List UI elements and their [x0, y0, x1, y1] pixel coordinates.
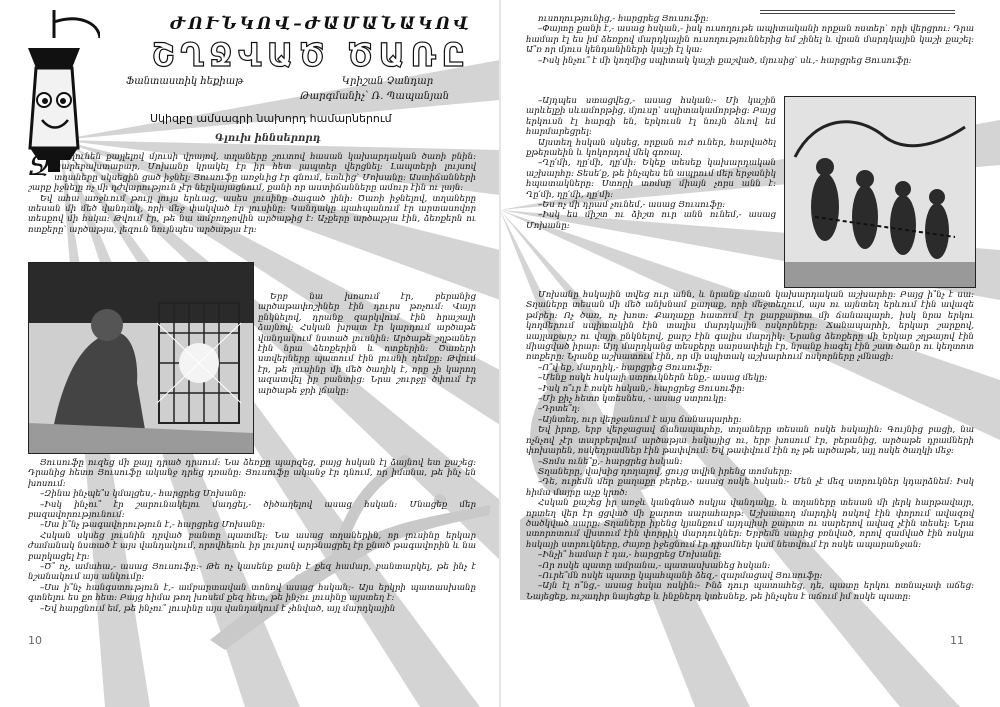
paragraph: Այստեղ հսկան սկսեց, որքան ուժ ուներ, հարվածել քթերաեին և կոկորդով մեկ գոռալ. [526, 137, 776, 159]
story-title: ՇՂՋՎԱԾ ԾԱՌԸ [152, 36, 471, 74]
paragraph: –Իսկ ինչու՞ էր շարունակելու մադցել,- ծիծաղելով ասաց հսկան: Մնացեք մեր բազավորությունում: [28, 499, 476, 521]
paragraph: րուղունեն քայլելով մյուսի վրայով, տղաները շուտով հասան կախարդական ծառի բնին: Բարեբախտաբար, Մոխանը կրակել էր իր հետ լապտեր վերցնել: Լապտերի լույսով տղաները սկսեցին ցած իջնել: Յուսուֆը առջևից էր գնում, ետևից՝ Մոխանը: Աստիճանների շարք իջնելը ոչ մի դժվարություն չէր ներկայացնում, քանի որ աստիճանները ամուր էին ու լայն: [28, 152, 476, 194]
genre-label: Ֆանտաստիկ հեքիաթ [126, 76, 244, 87]
chained-prisoners-illustration [784, 96, 976, 288]
paragraph: Երբ նա խոսում էր, բերանից արծաթափոշիներ էին դուրս թռչում: Վայր ընկնելով, դրանք զարկվում էին հրաշալի ձայնով: Հսկան խրատ էր կարդում արծաթե վանդակում նստած լուսնին: Արծաթե շղթաներ էին նրա ձեռքերին և ոտքերին: Ծառերի ստվերները պատում էին լուսնի դեմքը: Թվում էր, թե լուսինը մի մեծ ծաղիկ է, որը չի կարող ազատվել իր բանտից: Նրա շուրջը ծփում էր արծաթե ջրի լճակը: [258, 292, 476, 396]
left-text-side [258, 292, 476, 454]
right-text-top [526, 14, 974, 94]
right-text-side [526, 96, 776, 282]
paragraph: Եվ իրոք, երբ վերջացավ ճանապարհը, տղաները տեսան ոսկե հսկային: Գույնից բացի, նա ոչնչով չէր տարբերվում արծաթյա հսկայից ու, երբ խոսում էր, բերանից, արծաթե դրամների փոխարեն, ոսկեդրամներ էին թափվում: Եվ թափվում էին ոչ թե արծաթե, այլ ոսկե ծաղկի մեջ: [526, 425, 974, 457]
paragraph: –Իսկ ինչու՞ է մի կողմից սպիտակ կաշի քաշված, մյուսից՝ սև,- հարցրեց Յուսուֆը: [538, 55, 912, 66]
series-heading: ԺՈՒՆԿՈՎ–ԺԱՄԱՆԱԿՈՎ [170, 14, 472, 34]
left-text-bottom [28, 458, 476, 630]
paragraph: –Փայտը քանի է,- ասաց հսկան,- իսկ ուսողութե ապիտականի որքան ոստեր՝ որի վերցրու: Դրա համար էլ ես իմ ձեռքով մարդկային ուսողություններից եմ շինել և վրան մարդկային կաշի քաշել: Ա՞ռ որ մյուս կենդանիների կաշի էլ կա: [526, 24, 974, 56]
paragraph: –Ծ՞ ոչ, ամահա,- ասաց Յուսուֆը:- Թե ոչ կասենք քանի է քեզ համար, բանտարկել, թե ինչ է նշանակում այս անկումը: [28, 562, 476, 583]
paragraph: –Դե, ուրեմն մեր քաղաքը բերեք,- ասաց ոսկե հսկան:- Մեն չէ մեզ ստրուկներ կդարձնեմ: Իսկ հիմա մայրը աչք կրոծ: [526, 477, 974, 498]
paragraph: –Ես ոչ մի դրամ չունեմ,- ասաց Յուսուֆը: [538, 200, 726, 211]
page-number-right: 11 [950, 634, 964, 647]
paragraph: Մոխանը հսկային տվեց ուր անն, և նրանք մտան կախարդական աշխարհը: Բայց ի՞նչ է սա: Տղաները տեսան մի մեծ անխնամ քաղաք, որի մեջտեղում, այս ու այնտեղ երևում էին ավազե թմբեր: Ոչ ծառ, ոչ խոտ: Քաղաքը հատում էր քարքարոտ մի ճանապարհ, իսկ նրա երկու կողմերում սպիտակին էին տալիս մարդկային ոսկորները: Ճանապարհի, երկար շարքով, սայլաքարշ ու վայր ընկնելով, քարշ էին գալիս մարդիկ: Նրանց ձեռքերը մի երկար շղթայով էին միացված իրար: Այդ մարդկանց տեսքերը սարսափելի էր, նրանք հագել էին շատ ծանր ու կեղտոտ ոտքերը: Նրանք աշխատում էին, որ մի սպիտակ աշխարհում ոսկորները չմնացի: [526, 290, 974, 363]
paragraph: –Այդպես ստացվեց,- ասաց հսկան:- Մի կաշին արևելքի սևամորթից, մյուսը՝ սպիտակամորթից: Բայց երկուսն էլ հարգի են, երկուսն էլ նույն ձևով եմ հարմարեցրել: [526, 96, 776, 138]
paragraph: Տղաները, վախից դողալով, ցույց տվին իրենց տոմսերը: [538, 466, 793, 477]
paragraph: –Եվ հարցնում եմ, թե ինչու՞ լուսինը այս վանդակում է չհնված, այլ մարդկային [40, 603, 396, 614]
moon-cage-illustration [28, 262, 254, 454]
translator-credit: Թարգմանիչ՝ Ռ. Պապանյան [300, 91, 450, 102]
paragraph: –Իսկ ես միշտ ու ձիշտ ուր անն ունեմ,- ասաց Մոխանը: [526, 210, 776, 231]
chapter-heading: Գլուխ իննսերորդ [215, 133, 321, 144]
left-text-top [28, 152, 476, 260]
paragraph: Եվ ահա առջևում թույլ լույս երևաց, ասես լուսինը ծագած լինի: Ծառի իջնելով, տղաները տեսան մի մեծ վանդակ, որի մեջ փակված էր լուսինը: Կանդակը պահպանում էր արտասովոր տեսքով մի հսկա: Թվում էր, թե նա ամբողջովին արծաթից է: Աչքերը արծաթյա էին, ձեռքերն ու ոտքերը՝ արծաթյա, լեզուն նույնպես արծաթյա էր: [28, 193, 476, 235]
paragraph: –Մենք ոսկե հսկայի ստրուկներն ենք,- ասաց մեկը: [538, 373, 768, 384]
drop-cap: Ջ [28, 152, 52, 182]
paragraph: –Որ ոսկե պատը ամրանա,- պատասխանեց հսկան: [538, 560, 771, 571]
paragraph: –Տոմս ունե՞ք,- հարցրեց հսկան: [538, 456, 683, 467]
paragraph: –Այն էլ ո՞նց,- ասաց հսկա ոսկին:- Ինձ դուր պատահեց, դե, պատը երկու ոտնաչափ աճեց: Նայեցեք, ուշադիր նայեցեք և ինքներդ կտեսնեք, թե ինչպես է աճում իմ ոսկե պատը: [526, 581, 974, 602]
paragraph: –Մի քիչ հետո կտեսնես, - ասաց ստրուկը: [538, 394, 727, 405]
paragraph: –Ո՞վ եք, մարդիկ,- հարցրեց Յուսուֆը: [538, 362, 713, 373]
paragraph: –Սա ի՞նչ թագավորություն է,- հարցրեց Մոխանը: [40, 520, 266, 531]
right-text-bottom [526, 290, 974, 630]
paragraph: –Ղը՛մի, ղը՛մի, ղը՛մի: Եկեք տեսեք կախարդական աշխարհը: Տեսե՛ք, թե ինչպես են ապրում մեր երջանիկ հպատակները: Ստորի տոմսը միայն չորս անն է: Ղը՛մի, ղը՛մի, ղը՛մի: [526, 158, 776, 200]
paragraph: ուսողությունից,- հարցրեց Յուսուֆը: [538, 14, 709, 24]
paragraph: –Զինա ինչպե՞ս կմալցես,- հարցրեց Մոխանը: [40, 489, 247, 500]
continuation-note: Սկիզբը ամսագրի նախորդ համարներում [150, 112, 392, 125]
paragraph: Հսկան սկսեց լուսնին դրված բանտը պատմել: Նա ասաց տղաներին, որ լուսինը երկար ժամանակ նստած է այս վանդակում, որովհետև իր լույսով արթնացրել էր քնած թագավորին և նա բարկացել էր: [28, 530, 476, 562]
paragraph: –Սա ի՞նչ հանգստություն է,- ամբարտավան տոնով ասաց հսկան:- Այս երկրի պատասխանը գտնելու ես քո հետ: Բայց հիմա թող խոսեմ քեզ հետ, թե ինչու լուսինը այստեղ է: [28, 582, 476, 604]
author-name: Կրիշան Չանդար [342, 76, 434, 87]
paragraph: Հսկան քաշեց իր առջև կանգնած ոսկյա վանդակը, և տղաները տեսան մի լերկ հարթավայր, որտեղ վեր էր ցցված մի քարոտ սարահարթ: Աշխատող մարդիկ ոսկով էին փորում ավազով ծածկված սարը: Տղաները իրենց կյանքում այդպիսի քարոտ ու սարերով ավազ չէին տեսել: Նրա ստորոտում վխտում էին փորրիկ մարդուկներ: Երբեմն սարից բռնված, որով զամված էին ոսկյա հսկայի ստրուկները, ժայռը իջեցնում էր դրամներ կամ նետվում էր ոսկե ապարանջան: [526, 498, 974, 550]
paragraph: Յուսուֆը ուզեց մի քայլ դրած դրսում: Նա ձեռքը պարզեց, բայց հսկան էլ ձայնով ետ քաշեց: Դրանից հետո Յուսուֆը ականջ դրեց դռանը: Յուսուֆը ականջ էր դնում, որ իմանա, թե ինչ են խոսում: [28, 458, 476, 489]
paragraph: –Այնտեղ, ուր վերջանում է այս ճանապարհը: [538, 414, 742, 425]
page-number-left: 10 [28, 634, 42, 647]
right-page [500, 0, 1000, 707]
paragraph: –Իսկ ո՞ւր է ոսկե հսկան,- հարցրեց Յուսուֆը: [538, 383, 745, 394]
paragraph: –Ինչի՞ համար է դա,- հարցրեց Մոխանը: [538, 550, 722, 561]
paragraph: –Դրտե՞ղ: [538, 404, 581, 415]
paragraph: –Ուրե՞մն ոսկե պատը կպահպանի ձեզ,- զարմացավ Յուսուֆը: [538, 570, 823, 581]
